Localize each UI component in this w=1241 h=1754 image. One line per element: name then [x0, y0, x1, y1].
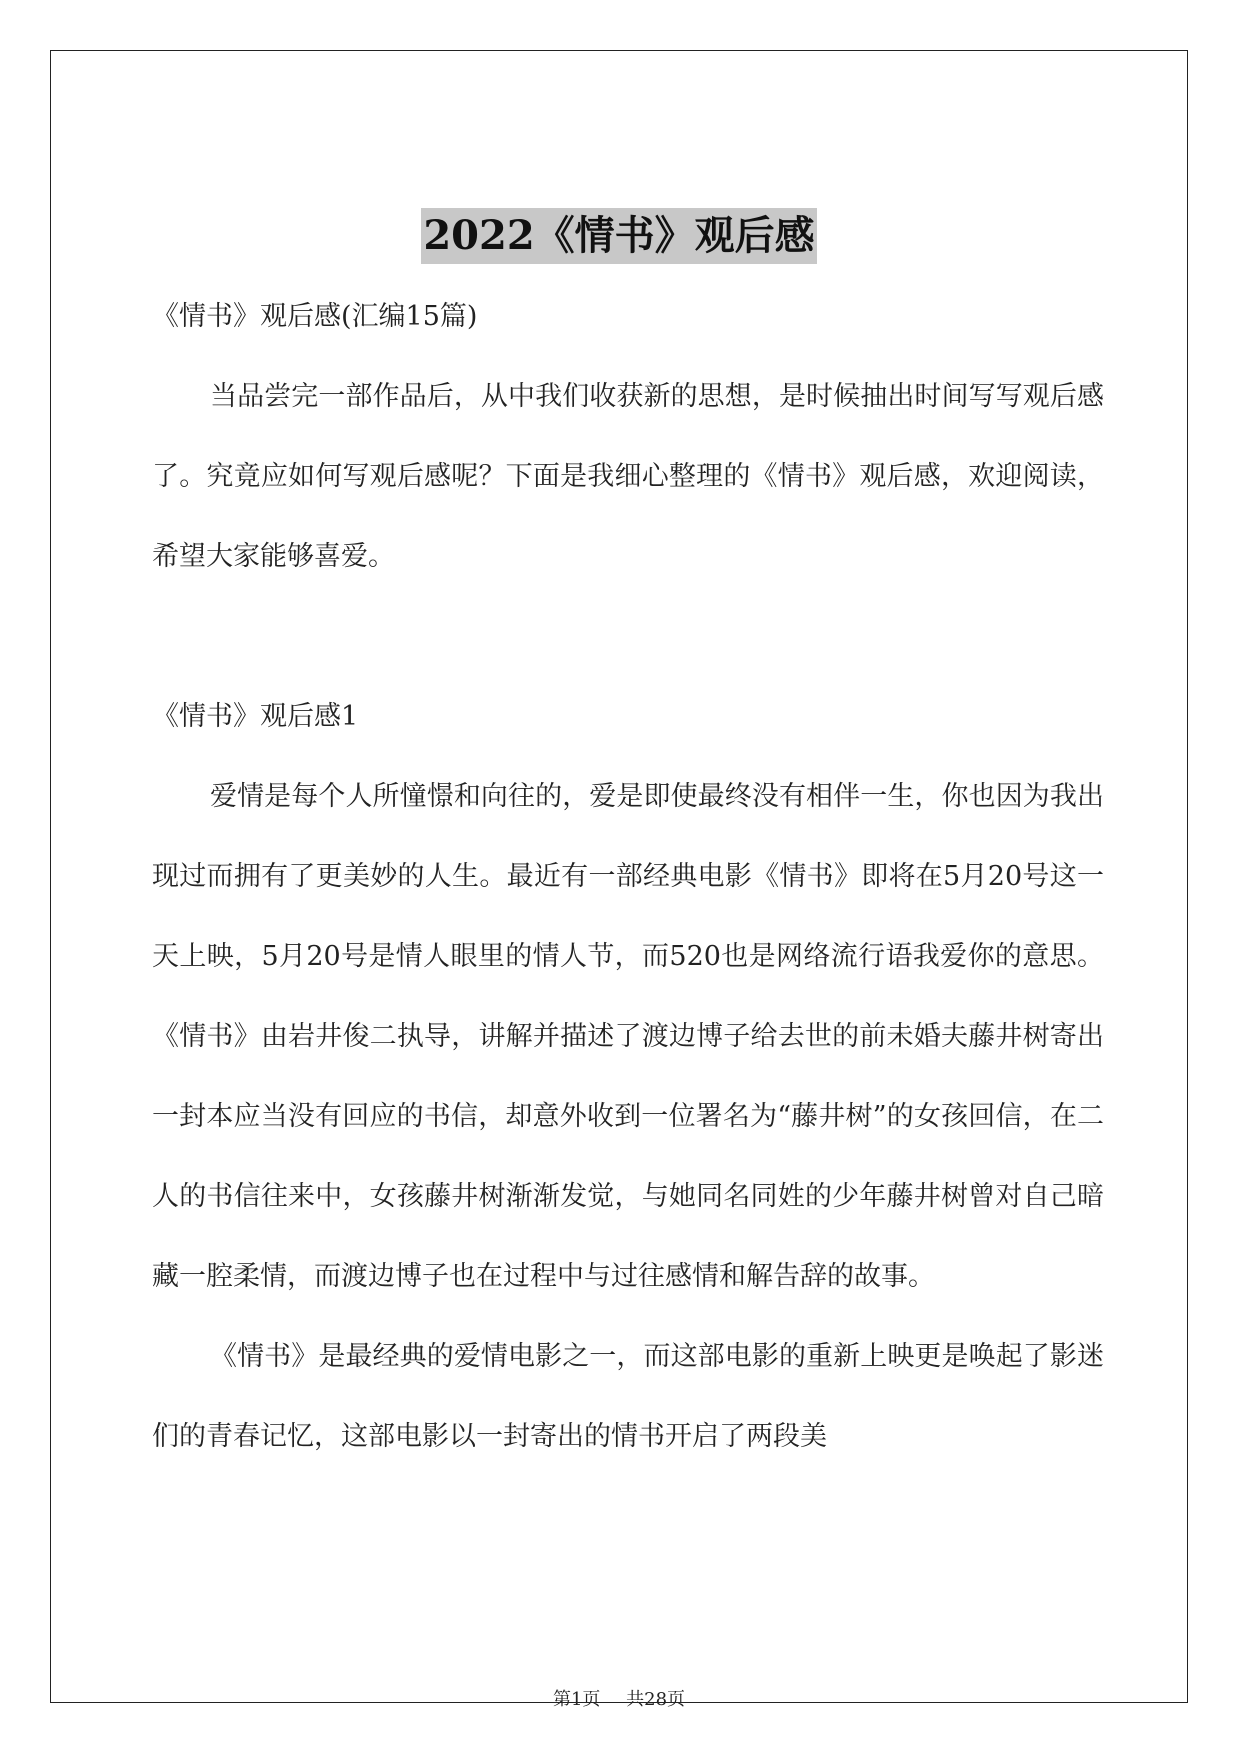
document-page: [50, 50, 1188, 1710]
body-paragraph-1: 爱情是每个人所憧憬和向往的，爱是即使最终没有相伴一生，你也因为我出现过而拥有了更美妙的人生。最近有一部经典电影《情书》即将在5月20号这一天上映，5月20号是情人眼里的情人节，而520也是网络流行语我爱你的意思。《情书》由岩井俊二执导，讲解并描述了渡边博子给去世的前未婚夫藤井树寄出一封本应当没有回应的书信，却意外收到一位署名为“藤井树”的女孩回信，在二人的书信往来中，女孩藤井树渐渐发觉，与她同名同姓的少年藤井树曾对自己暗藏一腔柔情，而渡边博子也在过程中与过往感情和解告辞的故事。: [152, 781, 1104, 1292]
section-gap: [152, 597, 1104, 677]
document-subtitle: 《情书》观后感(汇编15篇): [152, 301, 478, 332]
body-paragraph-2: 《情书》是最经典的爱情电影之一，而这部电影的重新上映更是唤起了影迷们的青春记忆，这部电影以一封寄出的情书开启了两段美: [152, 1341, 1104, 1452]
page-number: 第1页: [552, 1689, 601, 1710]
page-total: 共28页: [626, 1689, 686, 1710]
document-body: [152, 277, 1104, 1477]
intro-paragraph: 当品尝完一部作品后，从中我们收获新的思想，是时候抽出时间写写观后感了。究竟应如何写观后感呢？下面是我细心整理的《情书》观后感，欢迎阅读，希望大家能够喜爱。: [152, 381, 1104, 572]
section-heading: 《情书》观后感1: [152, 701, 359, 732]
title-block: [51, 208, 1187, 264]
page-footer: [51, 1685, 1187, 1711]
document-title: 2022《情书》观后感: [421, 208, 816, 264]
